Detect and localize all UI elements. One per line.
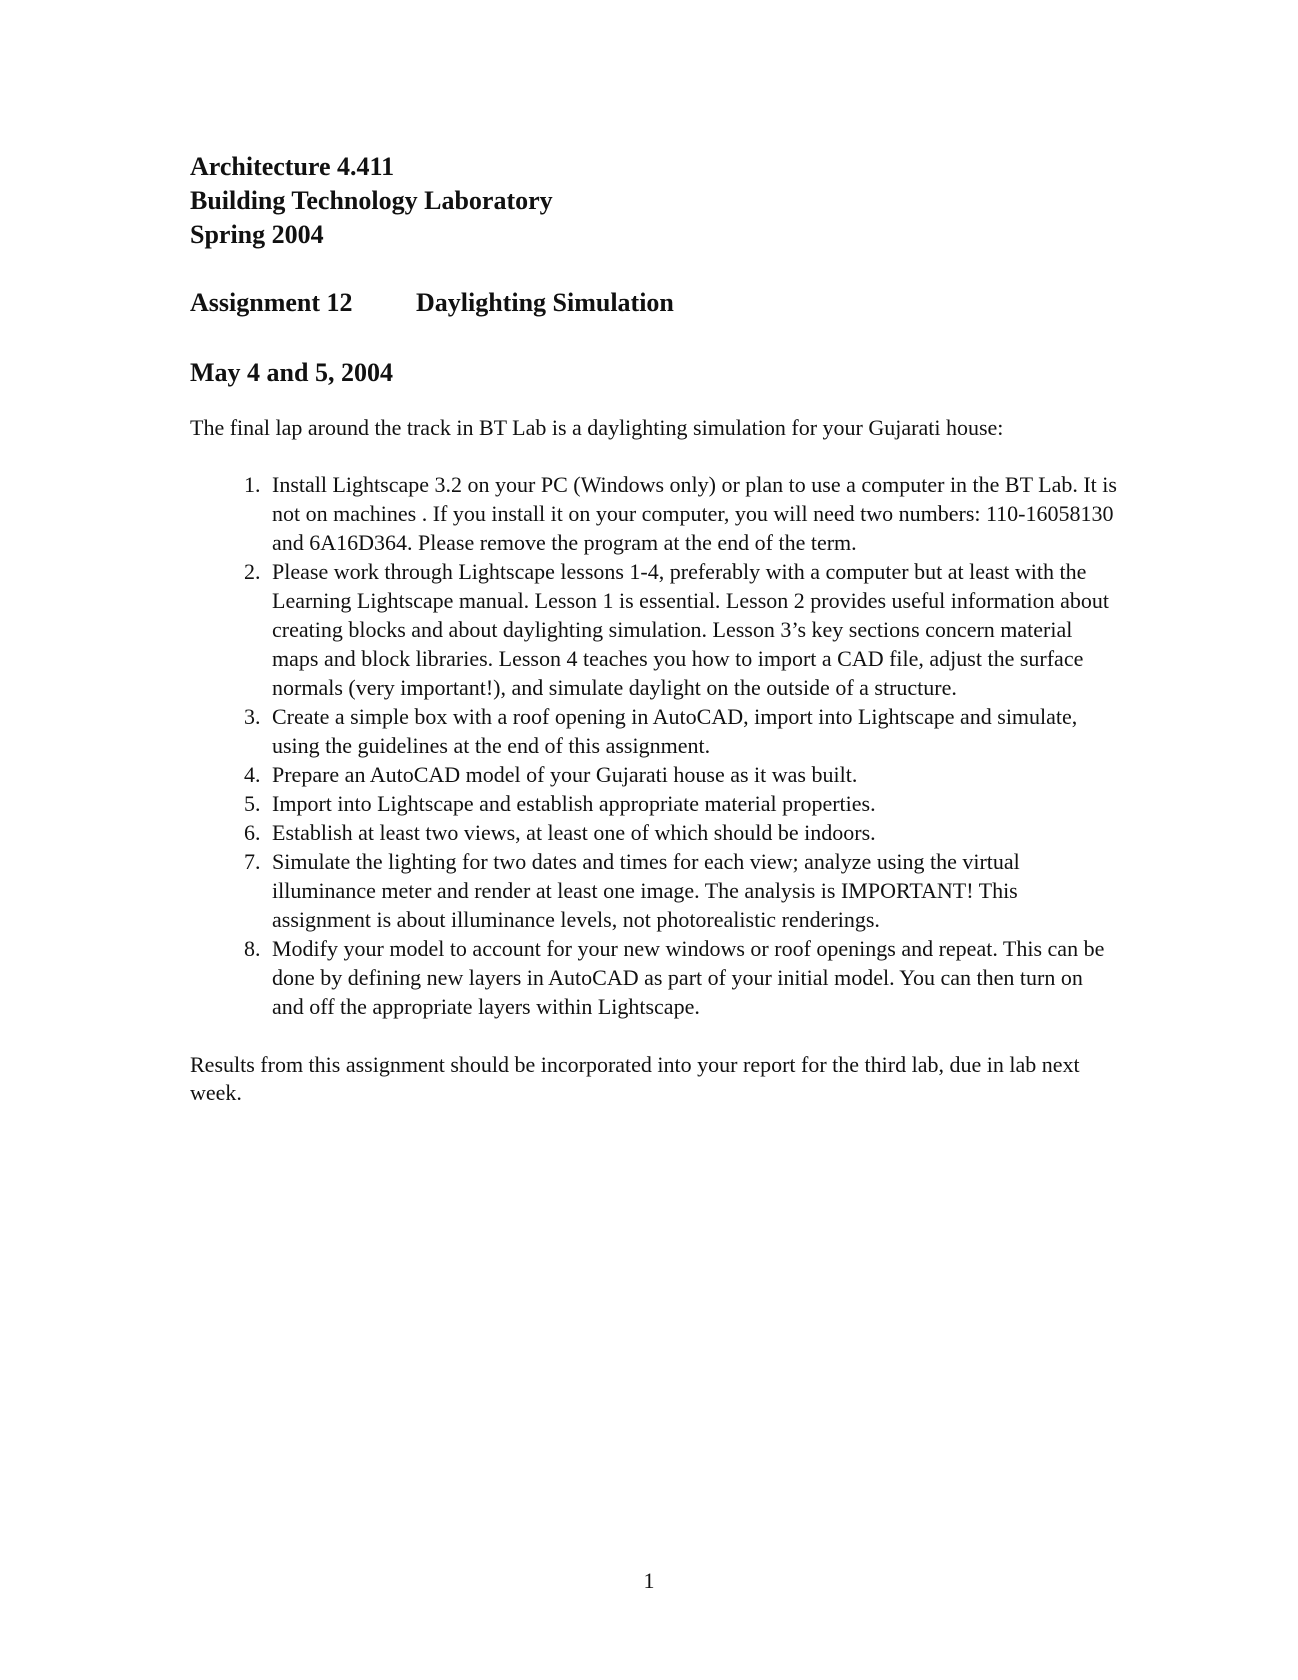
assignment-title: Daylighting Simulation xyxy=(416,288,674,317)
document-header xyxy=(190,150,1120,252)
list-item: 3. Create a simple box with a roof opening in AutoCAD, import into Lightscape and simulate, using the guidelines at the end of this assignment. xyxy=(266,702,1120,760)
closing-paragraph: Results from this assignment should be incorporated into your report for the third lab, due in lab next week. xyxy=(190,1052,1080,1105)
term-label: Spring 2004 xyxy=(190,220,324,249)
list-item: 5. Import into Lightscape and establish appropriate material properties. xyxy=(266,789,1120,818)
steps-list xyxy=(190,470,1120,1021)
assignment-number: Assignment 12 xyxy=(190,288,353,317)
assignment-heading xyxy=(190,286,1120,320)
page-number: 1 xyxy=(643,1568,655,1593)
list-item: 1. Install Lightscape 3.2 on your PC (Windows only) or plan to use a computer in the BT Lab. It is not on machines . If you install it on your computer, you will need two numbers: 110-16058130 and 6A16D364. Please remove the program at the end of the term. xyxy=(266,470,1120,557)
list-item: 2. Please work through Lightscape lessons 1-4, preferably with a computer but at least with the Learning Lightscape manual. Lesson 1 is essential. Lesson 2 provides useful information about creating blocks and about daylighting simulation. Lesson 3’s key sections concern material maps and block libraries. Lesson 4 teaches you how to import a CAD file, adjust the surface normals (very important!), and simulate daylight on the outside of a structure. xyxy=(266,557,1120,702)
assignment-date: May 4 and 5, 2004 xyxy=(190,358,393,387)
list-item: 8. Modify your model to account for your new windows or roof openings and repeat. This can be done by defining new layers in AutoCAD as part of your initial model. You can then turn on and off the appropriate layers within Lightscape. xyxy=(266,934,1120,1021)
list-item: 6. Establish at least two views, at least one of which should be indoors. xyxy=(266,818,1120,847)
list-item: 4. Prepare an AutoCAD model of your Gujarati house as it was built. xyxy=(266,760,1120,789)
course-title: Architecture 4.411 xyxy=(190,152,395,181)
intro-paragraph: The final lap around the track in BT Lab is a daylighting simulation for your Gujarati house: xyxy=(190,415,1004,440)
list-item: 7. Simulate the lighting for two dates and times for each view; analyze using the virtual illuminance meter and render at least one image. The analysis is IMPORTANT! This assignment is about illuminance levels, not photorealistic renderings. xyxy=(266,847,1120,934)
document-page xyxy=(190,150,1120,1107)
lab-title: Building Technology Laboratory xyxy=(190,186,553,215)
